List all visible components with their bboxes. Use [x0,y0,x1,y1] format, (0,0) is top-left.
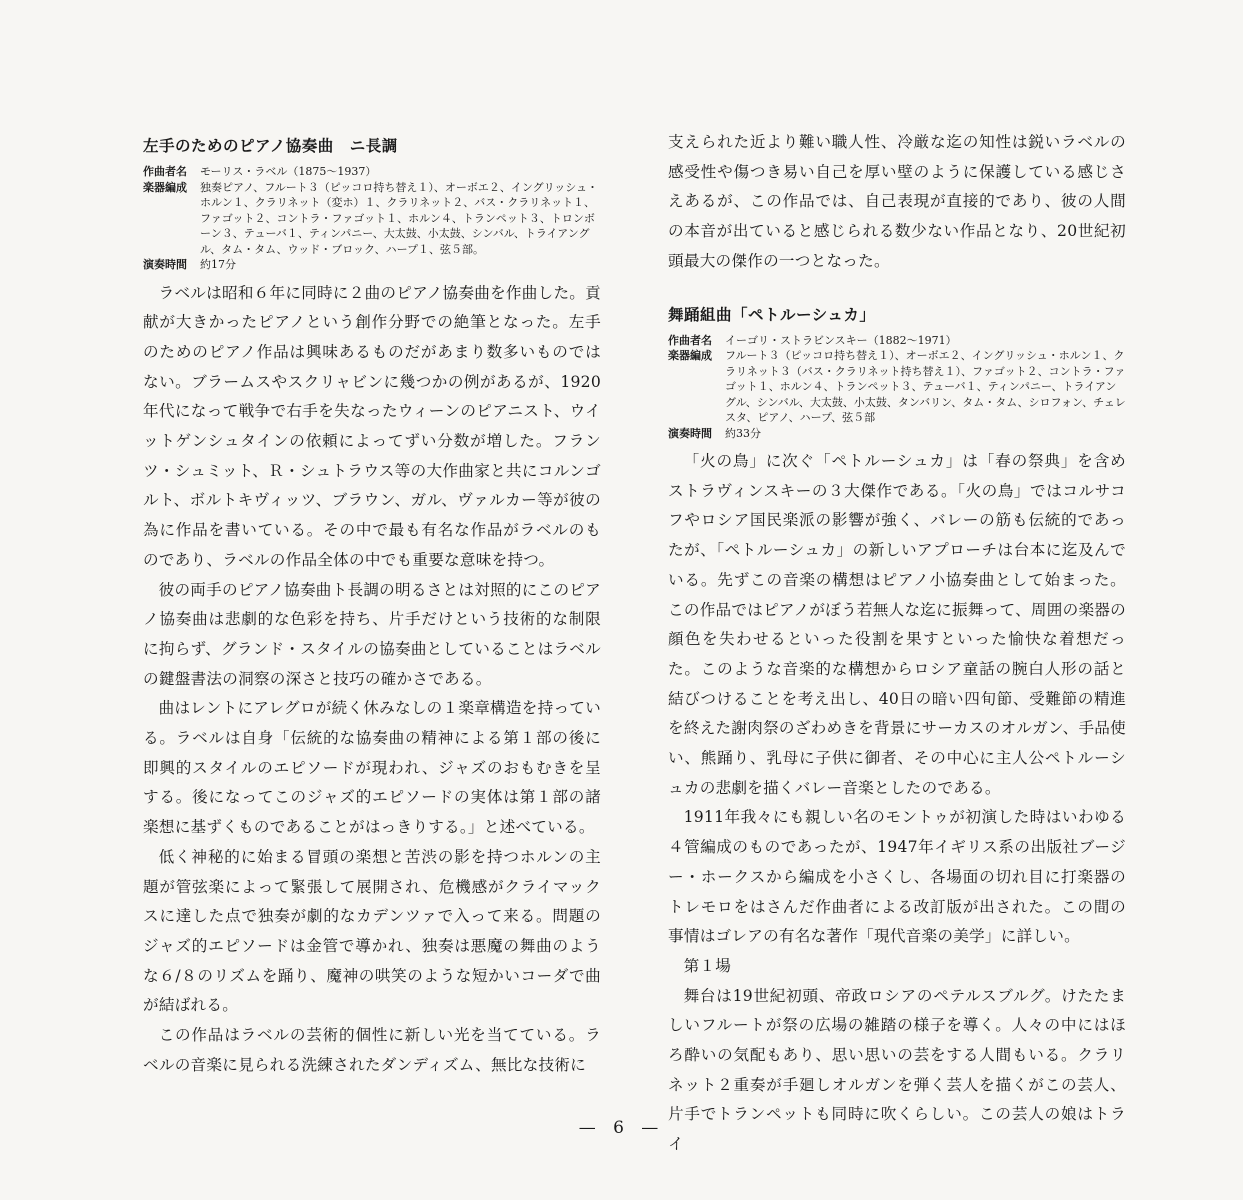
instrumentation-value: フルート３（ピッコロ持ち替え１）、オーボエ２、イングリッシュ・ホルン１、クラリネット３（バス・クラリネット持ち替え１）、ファゴット２、コントラ・ファゴット１、ホルン４、トランペット３、テューバ１、ティンパニー、トライアングル、シンバル、大太鼓、小太鼓、タンバリン、タム・タム、シロフォン、チェレスタ、ピアノ、ハープ、弦５部 [725,349,1126,425]
instrumentation-row [143,180,601,258]
duration-value: 約17分 [200,258,236,271]
left-column [143,128,601,1080]
paragraph: 支えられた近より難い職人性、冷厳な迄の知性は鋭いラベルの感受性や傷つき易い自己を厚い壁のように保護している感じさえあるが、この作品では、自己表現が直接的であり、彼の人間の本音が出ていると感じられる数少ない作品となり、20世紀初頭最大の傑作の一つとなった。 [668,133,1126,270]
composer-label: 作曲者名 [668,333,712,347]
duration-row [143,257,601,273]
duration-value: 約33分 [725,426,761,440]
composer-row [668,333,1126,349]
composer-value: モーリス・ラベル（1875～1937） [200,165,377,178]
petrushka-body-text [668,447,1126,1160]
page-number: — 6 — [578,1118,665,1138]
duration-label: 演奏時間 [668,426,712,440]
duration-label: 演奏時間 [143,258,187,271]
composer-value: イーゴリ・ストラビンスキー（1882～1971） [725,333,957,347]
ravel-body-continued [668,128,1126,277]
piece-title-petrushka: 舞踊組曲「ペトルーシュカ」 [668,305,876,324]
paragraph: 低く神秘的に始まる冒頭の楽想と苦渋の影を持つホルンの主題が管弦楽によって緊張して展開され、危機感がクライマックスに達した点で独奏が劇的なカデンツァで入って来る。問題のジャズ的エピソードは金管で導かれ、独奏は悪魔の舞曲のような６/８のリズムを踊り、魔神の哄笑のような短かいコーダで曲が結ばれる。 [143,847,601,1015]
paragraph: 曲はレントにアレグロが続く休みなしの１楽章構造を持っている。ラベルは自身「伝統的な協奏曲の精神による第１部の後に即興的スタイルのエピソードが現われ、ジャズのおもむきを呈する。後になってこのジャズ的エピソードの実体は第１部の諸楽想に基ずくものであることがはっきりする。」と述べている。 [143,699,601,837]
instrumentation-row [668,348,1126,426]
piece-info-petrushka [668,333,1126,442]
instrumentation-label: 楽器編成 [143,180,187,194]
composer-row [143,164,601,180]
instrumentation-label: 楽器編成 [668,349,712,363]
paragraph: 舞台は19世紀初頭、帝政ロシアのペテルスブルグ。けたたましいフルートが祭の広場の雑踏の様子を導く。人々の中にはほろ酔いの気配もあり、思い思いの芸をする人間もいる。クラリネット２重奏が手廻しオルガンを弾く芸人を描くがこの芸人、片手でトランペットも同時に吹くらしい。この芸人の娘はトライ [668,986,1126,1154]
paragraph: 1911年我々にも親しい名のモントゥが初演した時はいわゆる４管編成のものであったが、1947年イギリス系の出版社ブージー・ホークスから編成を小さくし、各場面の切れ目に打楽器のトレモロをはさんだ作曲者による改訂版が出された。この間の事情はゴレアの有名な著作「現代音楽の美学」に詳しい。 [668,808,1126,946]
petrushka-section [668,303,1126,1160]
ravel-body-text [143,279,601,1081]
piece-info-ravel [143,164,601,273]
scene-heading: 第１場 [683,956,732,975]
paragraph: 「火の鳥」に次ぐ「ペトルーシュカ」は「春の祭典」を含めストラヴィンスキーの３大傑作である。「火の鳥」ではコルサコフやロシア国民楽派の影響が強く、バレーの筋も伝統的であったが、「ペトルーシュカ」の新しいアプローチは台本に迄及んでいる。先ずこの音楽の構想はピアノ小協奏曲として始まった。この作品ではピアノがぼう若無人な迄に振舞って、周囲の楽器の顔色を失わせるといった役割を果すといった愉快な着想だった。このような音楽的な構想からロシア童話の腕白人形の話と結びつけることを考え出し、40日の暗い四旬節、受難節の精進を終えた謝肉祭のざわめきを背景にサーカスのオルガン、手品使い、熊踊り、乳母に子供に御者、その中心に主人公ペトルーシュカの悲劇を描くバレー音楽としたのである。 [668,452,1126,797]
duration-row [668,426,1126,442]
paragraph: この作品はラベルの芸術的個性に新しい光を当てている。ラベルの音楽に見られる洗練されたダンディズム、無比な技術に [143,1026,601,1074]
right-column [668,128,1126,1160]
paragraph: ラベルは昭和６年に同時に２曲のピアノ協奏曲を作曲した。貢献が大きかったピアノという創作分野での絶筆となった。左手のためのピアノ作品は興味あるものだがあまり数多いものではない。ブラームスやスクリャビンに幾つかの例があるが、1920年代になって戦争で右手を失なったウィーンのピアニスト、ウイットゲンシュタインの依頼によってずい分数が増した。フランツ・シュミット、Ｒ・シュトラウス等の大作曲家と共にコルンゴルト、ボルトキヴィッツ、ブラウン、ガル、ヴァルカー等が彼の為に作品を書いている。その中で最も有名な作品がラベルのものであり、ラベルの作品全体の中でも重要な意味を持つ。 [143,283,601,569]
composer-label: 作曲者名 [143,165,187,178]
instrumentation-value: 独奏ピアノ、フルート３（ピッコロ持ち替え１）、オーボエ２、イングリッシュ・ホルン１、クラリネット（変ホ）１、クラリネット２、バス・クラリネット１、ファゴット２、コントラ・ファゴット１、ホルン４、トランペット３、トロンボーン３、テューバ１、ティンパニー、大太鼓、小太鼓、シンバル、トライアングル、タム・タム、ウッド・ブロック、ハープ１、弦５部。 [200,180,598,256]
paragraph: 彼の両手のピアノ協奏曲ト長調の明るさとは対照的にこのピアノ協奏曲は悲劇的な色彩を持ち、片手だけという技術的な制限に拘らず、グランド・スタイルの協奏曲としていることはラベルの鍵盤書法の洞察の深さと技巧の確かさである。 [143,580,601,688]
piece-title-ravel: 左手のためのピアノ協奏曲 ニ長調 [143,137,398,155]
